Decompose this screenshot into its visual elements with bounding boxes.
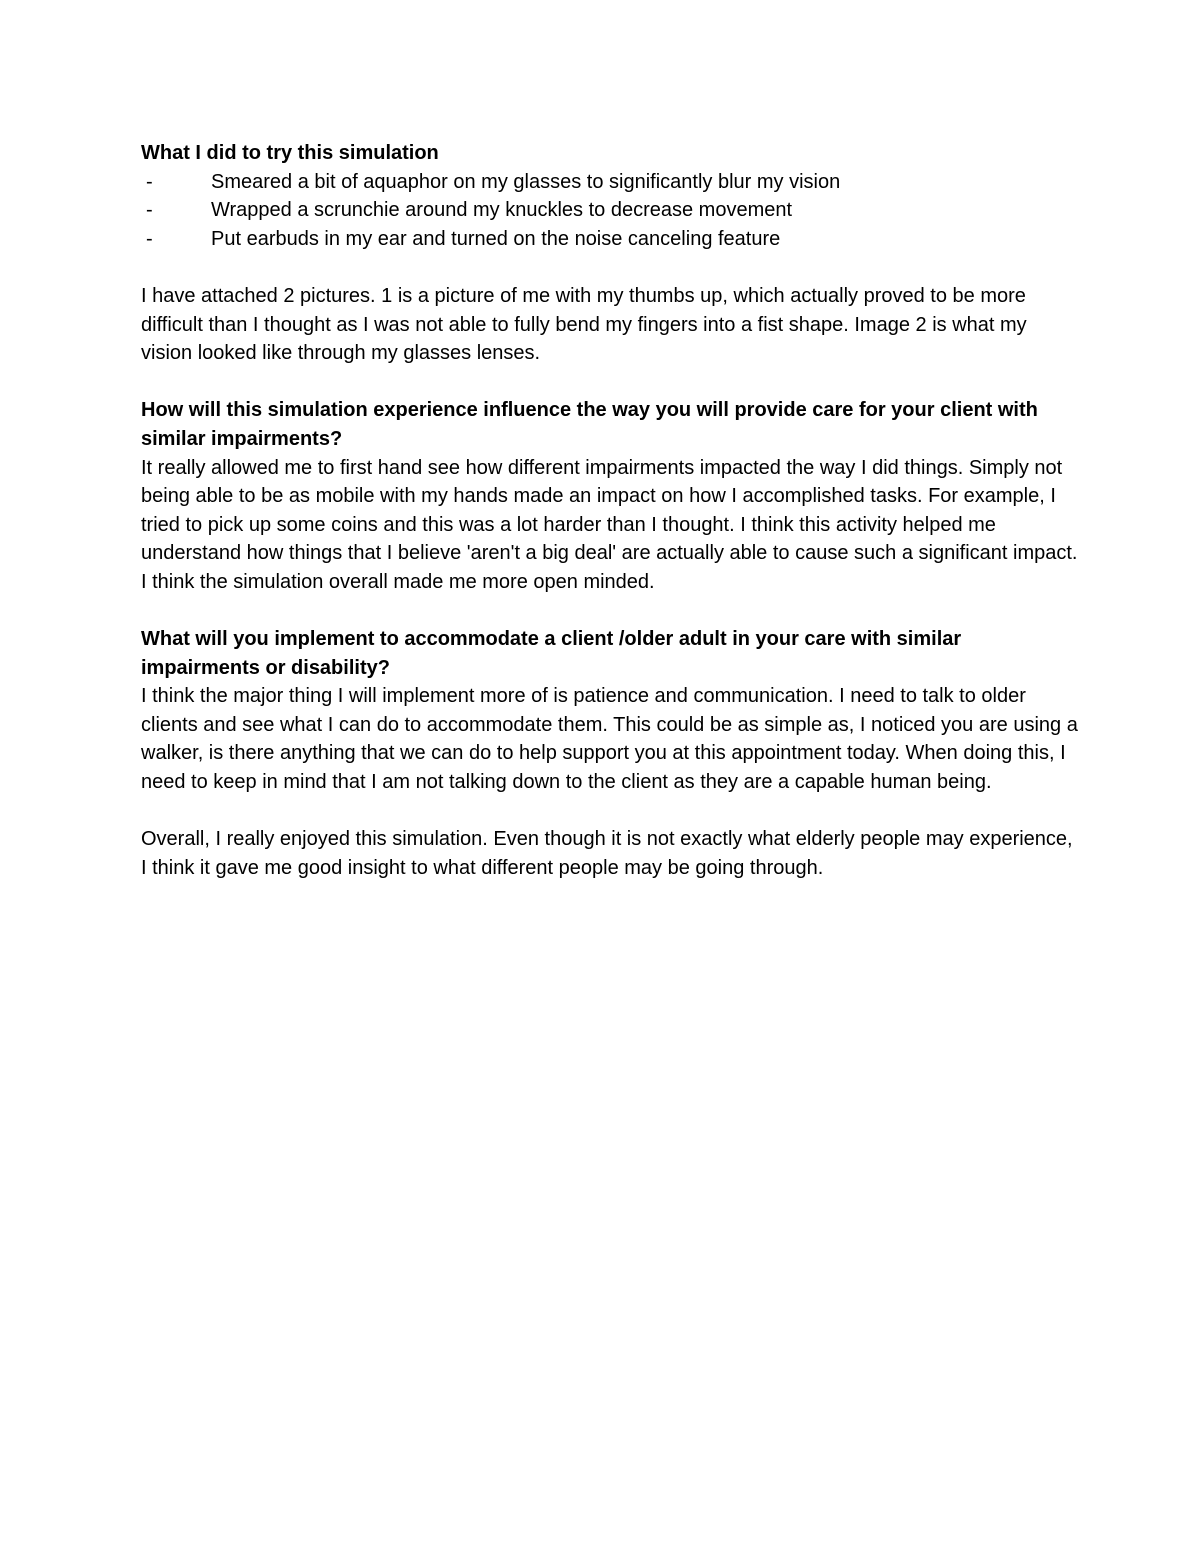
document-page — [141, 139, 1081, 882]
list-item-text: Wrapped a scrunchie around my knuckles to decrease movement — [211, 199, 793, 222]
spacer — [141, 597, 1081, 626]
section-heading-influence-care: How will this simulation experience influence the way you will provide care for your client with similar impairments? — [141, 399, 1038, 450]
accommodate-client-paragraph: I think the major thing I will implement more of is patience and communication. I need to talk to older clients and see what I can do to accommodate them. This could be as simple as, I noticed you are using a walker, is there anything that we can do to help support you at this appointment today. When doing this, I need to keep in mind that I am not talking down to the client as they are a capable human being. — [141, 685, 1078, 794]
spacer — [141, 797, 1081, 826]
conclusion-paragraph: Overall, I really enjoyed this simulation. Even though it is not exactly what elderly people may experience, I think it gave me good insight to what different people may be going through. — [141, 828, 1073, 879]
bullet-marker: - — [146, 227, 153, 250]
spacer — [141, 253, 1081, 282]
list-item-text: Smeared a bit of aquaphor on my glasses to significantly blur my vision — [211, 170, 841, 193]
attached-pictures-paragraph: I have attached 2 pictures. 1 is a picture of me with my thumbs up, which actually proved to be more difficult than I thought as I was not able to fully bend my fingers into a fist shape. Image 2 is what my vision looked like through my glasses lenses. — [141, 284, 1027, 365]
simulation-steps-list — [141, 168, 1081, 254]
spacer — [141, 368, 1081, 397]
list-item — [141, 225, 1081, 254]
section-heading-accommodate-client: What will you implement to accommodate a client /older adult in your care with similar impairments or disability? — [141, 628, 962, 679]
bullet-marker: - — [146, 199, 153, 222]
list-item-text: Put earbuds in my ear and turned on the noise canceling feature — [211, 227, 781, 250]
influence-care-paragraph: It really allowed me to first hand see how different impairments impacted the way I did things. Simply not being able to be as mobile with my hands made an impact on how I accomplished tasks. For example, I tried to pick up some coins and this was a lot harder than I thought. I think this activity helped me understand how things that I believe 'aren't a big deal' are actually able to cause such a significant impact. I think the simulation overall made me more open minded. — [141, 456, 1078, 593]
bullet-marker: - — [146, 170, 153, 193]
section-heading-simulation-steps: What I did to try this simulation — [141, 142, 439, 164]
list-item — [141, 196, 1081, 225]
list-item — [141, 168, 1081, 197]
